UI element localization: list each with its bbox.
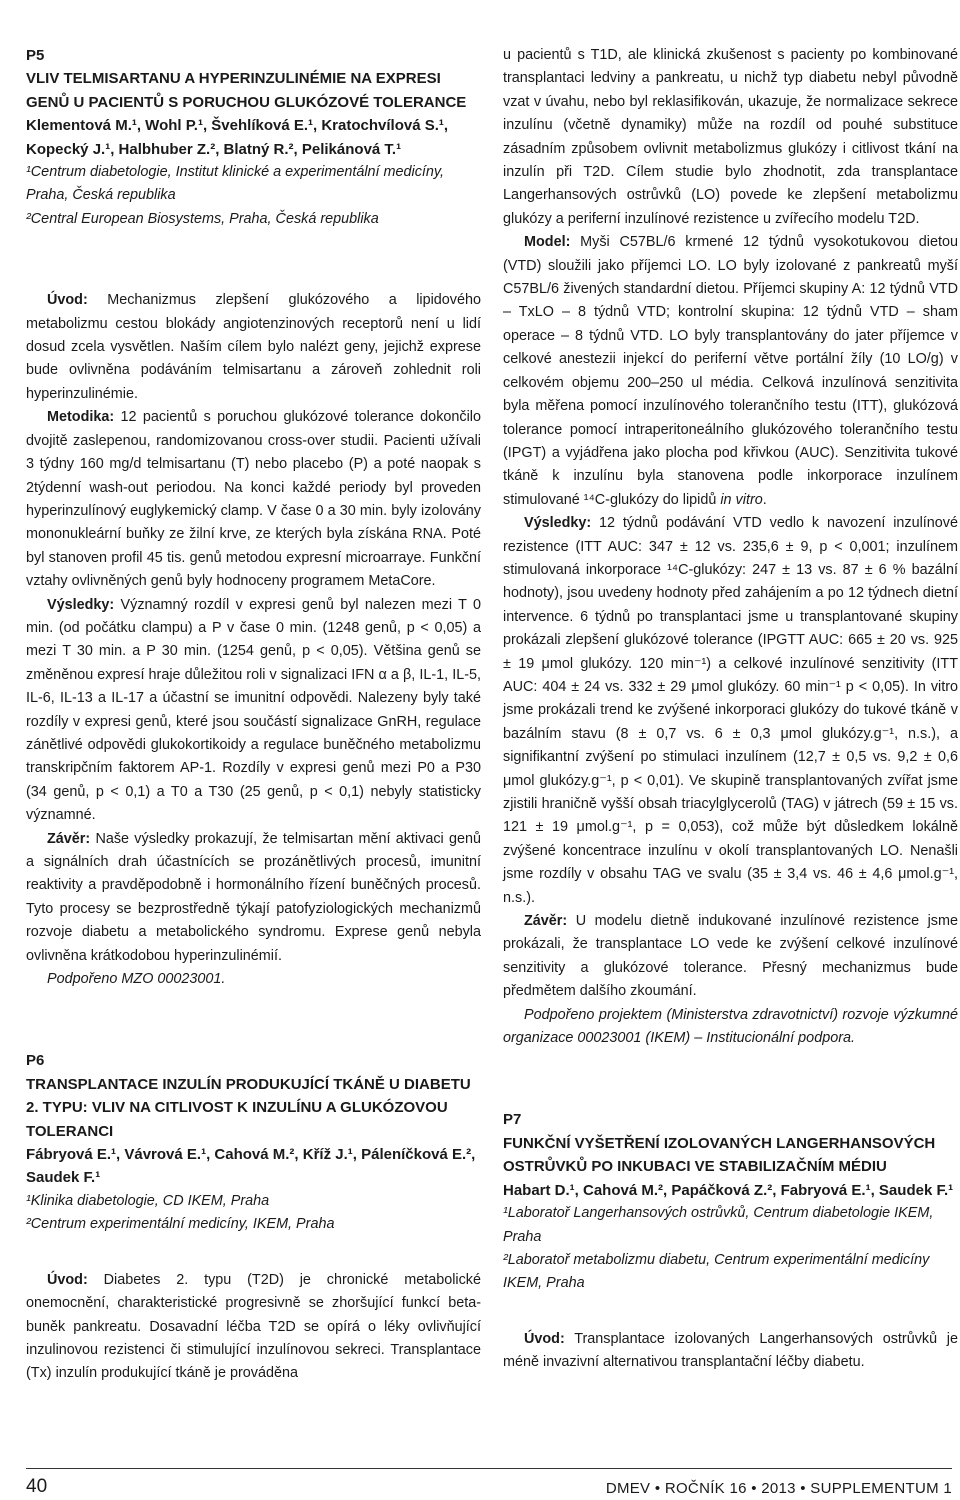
text-zaver: U modelu dietně indukované inzulínové rezistence jsme prokázali, že transplantace LO vede ke zvýšení celkové inzulínové senzitivity a glukózové tolerance. Přesný mechanizmus bude předmětem dalšího zkoumání. bbox=[503, 913, 958, 1000]
section-model: Model: Myši C57BL/6 krmené 12 týdnů vysokotukovou dietou (VTD) sloužili jako příjemci LO. LO byly izolované z pankreatů myší C57BL/6 živených standardní dietou. Příjemci skupiny A: 12 týdnů VTD – TxLO – 8 týdnů VTD; kontrolní skupina: 12 týdnů VTD – sham operace – 8 týdnů VTD. LO byly transplantovány do jater příjemce v celkové anestezii injekcí do periferní větve portální žíly (10 LO/g) v celkovém objemu 200–250 ul média. Celková inzulínová senzitivita byla měřena pomocí inzulínového tolerančního testu (ITT), glukózová tolerance pomocí intraperitoneálního glukózového tolerančního testu (IPGT) a vyjádřena jako plocha pod křivkou (AUC). Senzitivita tukové tkáně k inzulínu byla stanovena podle inkorporace inzulínem stimulované ¹⁴C-glukózy do lipidů in vitro. bbox=[503, 234, 958, 508]
section-uvod bbox=[503, 1328, 958, 1375]
abstract-authors: Klementová M.¹, Wohl P.¹, Švehlíková E.¹, Kratochvílová S.¹, Kopecký J.¹, Halbhuber Z.², Blatný R.², Pelikánová T.¹ bbox=[26, 117, 449, 158]
section-uvod bbox=[26, 289, 481, 406]
right-column bbox=[503, 44, 958, 1375]
support-note: Podpořeno MZO 00023001. bbox=[47, 971, 226, 988]
footer-divider bbox=[26, 1468, 952, 1469]
label-vysledky: Výsledky: bbox=[47, 596, 115, 613]
label-uvod: Úvod: bbox=[524, 1330, 565, 1347]
running-footer: DMEV • ROČNÍK 16 • 2013 • SUPPLEMENTUM 1 bbox=[605, 1480, 952, 1497]
text-uvod: Diabetes 2. typu (T2D) je chronické metabolické onemocnění, charakteristické progresivně se zhoršující funkcí beta-buněk pankreatu. Dosavadní léčba T2D se opírá o léky ovlivňující inzulinovou rezistenci či stimulující inzulínovou sekreci. Transplantace (Tx) inzulín produkující tkáně je prováděna bbox=[26, 1271, 481, 1382]
abstract-title: TRANSPLANTACE INZULÍN PRODUKUJÍCÍ TKÁNĚ U DIABETU 2. TYPU: VLIV NA CITLIVOST K INZULÍNU A GLUKÓZOVOU TOLERANCI bbox=[26, 1075, 471, 1140]
text-vysledky: 12 týdnů podávání VTD vedlo k navození inzulínové rezistence (ITT AUC: 347 ± 12 vs. 235,6 ± 9, p < 0,001; inzulínem stimulovaná inkorporace ¹⁴C-glukózy: 247 ± 13 vs. 87 ± 6 % bazální hodnoty), jsou uvedeny hodnoty před zahájením a po 12 týdnech dietní intervence. 6 týdnů po transplantaci jsme u transplantované skupiny prokázali zlepšení glukózové tolerance (IPGTT AUC: 665 ± 20 vs. 925 ± 19 μmol glukózy. 120 min⁻¹) a celkové inzulínové senzitivity (ITT AUC: 404 ± 24 vs. 332 ± 29 μmol glukózy. 60 min⁻¹ p < 0,05). In vitro jsme prokázali trend ke zvýšené inkorporaci glukózy do tukové tkáně v bazálním stavu (8 ± 0,7 vs. 6 ± 0,3 μmol glukózy.g⁻¹, n.s.), a signifikantní zvýšení po stimulaci inzulínem (12,7 ± 0,5 vs. 9,2 ± 0,6 μmol glukózy.g⁻¹, p < 0,01). Ve skupině transplantovaných zvířat jsme zjistili hraničně vyšší obsah triacylglycerolů (TAG) v játrech (59 ± 15 vs. 121 ± 19 μmol.g⁻¹, p = 0,053), což může být důsledkem lokálně zvýšené koncentrace inzulínu v okolí transplantovaných LO. Nenašli jsme rozdíly v obsahu TAG ve svalu (35 ± 3,4 vs. 46 ± 4,6 μmol.g⁻¹, n.s.). bbox=[503, 515, 958, 906]
abstract-title: FUNKČNÍ VYŠETŘENÍ IZOLOVANÝCH LANGERHANSOVÝCH OSTRŮVKŮ PO INKUBACI VE STABILIZAČNÍM MÉDIU bbox=[503, 1134, 936, 1176]
page-number: 40 bbox=[26, 1476, 48, 1497]
label-zaver: Závěr: bbox=[524, 913, 568, 930]
text-continuation: u pacientů s T1D, ale klinická zkušenost s pacienty po kombinované transplantaci ledviny a pankreatu, u nichž typ diabetu nebyl původně vzat v úvahu, nebo byl reklasifikován, ukazuje, že normalizace sekrece inzulínu (včetně dynamiky) může na rozdíl od pouhé substituce zásadním způsobem ovlivnit metabolizmus glukózy i citlivost tkání na inzulín při T2D. Cílem studie bylo zhodnotit, zda transplantace Langerhansových ostrůvků (LO) povede ke zlepšení metabolizmu glukózy a periferní inzulínové rezistence u zvířecího modelu T2D. bbox=[503, 47, 958, 227]
left-column bbox=[26, 44, 481, 1386]
abstract-id: P5 bbox=[26, 47, 45, 64]
abstract-id: P7 bbox=[503, 1111, 522, 1129]
abstract-p6-continued bbox=[503, 44, 958, 1050]
abstract-authors: Fábryová E.¹, Vávrová E.¹, Cahová M.², Kříž J.¹, Páleníčková E.², Saudek F.¹ bbox=[26, 1146, 476, 1187]
section-uvod bbox=[26, 1269, 481, 1386]
affiliation-2: ²Central European Biosystems, Praha, Česká republika bbox=[26, 210, 379, 227]
section-metodika bbox=[26, 406, 481, 593]
section-zaver bbox=[26, 828, 481, 968]
abstract-p5 bbox=[26, 44, 481, 991]
section-vysledky bbox=[503, 512, 958, 910]
affiliation-1: ¹Centrum diabetologie, Institut klinické a experimentální medicíny, Praha, Česká republika bbox=[26, 164, 445, 204]
text-model-italic: in vitro bbox=[716, 491, 763, 508]
affiliation-1: ¹Klinika diabetologie, CD IKEM, Praha bbox=[26, 1192, 270, 1209]
abstract-authors: Habart D.¹, Cahová M.², Papáčková Z.², Fabryová E.¹, Saudek F.¹ bbox=[503, 1181, 954, 1199]
support-note: Podpořeno projektem (Ministerstva zdravotnictví) rozvoje výzkumné organizace 00023001 (IKEM) – Institucionální podpora. bbox=[503, 1006, 958, 1047]
section-vysledky bbox=[26, 594, 481, 828]
text-model: Myši C57BL/6 krmené 12 týdnů vysokotukovou dietou (VTD) sloužili jako příjemci LO. LO byly izolované z pankreatů myší C57BL/6 živených standardní dietou. Příjemci skupiny A: 12 týdnů VTD – TxLO – 8 týdnů VTD; kontrolní skupina: 12 týdnů VTD – sham operace – 8 týdnů VTD. LO byly transplantovány do jater příjemce v celkové anestezii injekcí do periferní větve portální žíly (10 LO/g) v celkovém objemu 200–250 ul média. Celková inzulínová senzitivita byla měřena pomocí inzulínového tolerančního testu (ITT), glukózová tolerance pomocí intraperitoneálního glukózového tolerančního testu (IPGT) a vyjádřena jako plocha pod křivkou (AUC). Senzitivita tukové tkáně k inzulínu byla stanovena podle inkorporace inzulínem stimulované ¹⁴C-glukózy do lipidů bbox=[503, 234, 958, 508]
abstract-id: P6 bbox=[26, 1052, 45, 1070]
label-vysledky: Výsledky: bbox=[524, 515, 592, 532]
affiliation-2: ²Centrum experimentální medicíny, IKEM, Praha bbox=[26, 1216, 335, 1233]
text-zaver: Naše výsledky prokazují, že telmisartan mění aktivaci genů a signálních drah účastnících se prozánětlivých procesů, imunitní reaktivity a pravděpodobně i hormonálního řízení buněčných procesů. Tyto procesy se bezprostředně týkají patofyziologických mechanizmů rozvoje diabetu a metabolického syndromu. Exprese genů nebyla ovlivněna krátkodobou hyperinzulinémií. bbox=[26, 830, 481, 964]
abstract-p7 bbox=[503, 1108, 958, 1374]
section-zaver bbox=[503, 910, 958, 1004]
text-uvod: Transplantace izolovaných Langerhansových ostrůvků je méně invazivní alternativou transplantační léčby diabetu. bbox=[503, 1330, 958, 1371]
label-metodika: Metodika: bbox=[47, 409, 115, 426]
label-uvod: Úvod: bbox=[47, 1271, 88, 1288]
label-model: Model: bbox=[524, 234, 571, 251]
abstract-p6 bbox=[26, 1049, 481, 1385]
text-metodika: 12 pacientů s poruchou glukózové tolerance dokončilo dvojitě zaslepenou, randomizovanou cross-over studii. Pacienti užívali 3 týdny 160 mg/d telmisartanu (T) nebo placebo (P) a poté naopak s 2týdenní wash-out periodou. Na konci každé periody byl proveden hyperinzulínový euglykemický clamp. V čase 0 a 30 min. byly izolovány mononukleární buňky ze žilní krve, ze kterých byla získána RNA. Poté byl stanoven profil 45 tis. genů metodou expresní microarraye. Funkční vztahy ovlivněných genů byly hodnoceny programem MetaCore. bbox=[26, 409, 481, 590]
label-uvod: Úvod: bbox=[47, 292, 88, 309]
affiliation-1: ¹Laboratoř Langerhansových ostrůvků, Centrum diabetologie IKEM, Praha bbox=[503, 1205, 934, 1245]
text-uvod: Mechanizmus zlepšení glukózového a lipidového metabolizmu cestou blokády angiotenzinových receptorů není u lidí dosud zcela vysvětlen. Naším cílem bylo nalézt geny, jejichž exprese bude ovlivněna podáváním telmisartanu a zároveň zohlednit roli hyperinzulinémie. bbox=[26, 292, 481, 402]
label-zaver: Závěr: bbox=[47, 830, 91, 847]
abstract-title: VLIV TELMISARTANU A HYPERINZULINÉMIE NA EXPRESI GENŮ U PACIENTŮ S PORUCHOU GLUKÓZOVÉ TOLERANCE bbox=[26, 70, 467, 111]
text-vysledky: Významný rozdíl v expresi genů byl nalezen mezi T 0 min. (od počátku clampu) a P v čase 0 min. (1248 genů, p < 0,05) a mezi T 30 min. a P 30 min. (1254 genů, p < 0,05). Většina genů se změněnou expresí hraje důležitou roli v signalizaci IFN α a β, IL-1, IL-5, IL-6, IL-13 a IL-17 a účastní se imunitní odpovědi. Nalezeny byly také rozdíly v expresi genů, které jsou součástí signalizace GnRH, regulace zánětlivé odpovědi glukokortikoidy a regulace buněčného metabolizmu transkripčním faktorem AP-1. Rozdíly v expresi genů mezi P0 a P30 (34 genů, p < 0,1) a T0 a T30 (25 genů, p < 0,1) nebyly statisticky významné. bbox=[26, 596, 481, 824]
affiliation-2: ²Laboratoř metabolizmu diabetu, Centrum experimentální medicíny IKEM, Praha bbox=[503, 1251, 930, 1292]
